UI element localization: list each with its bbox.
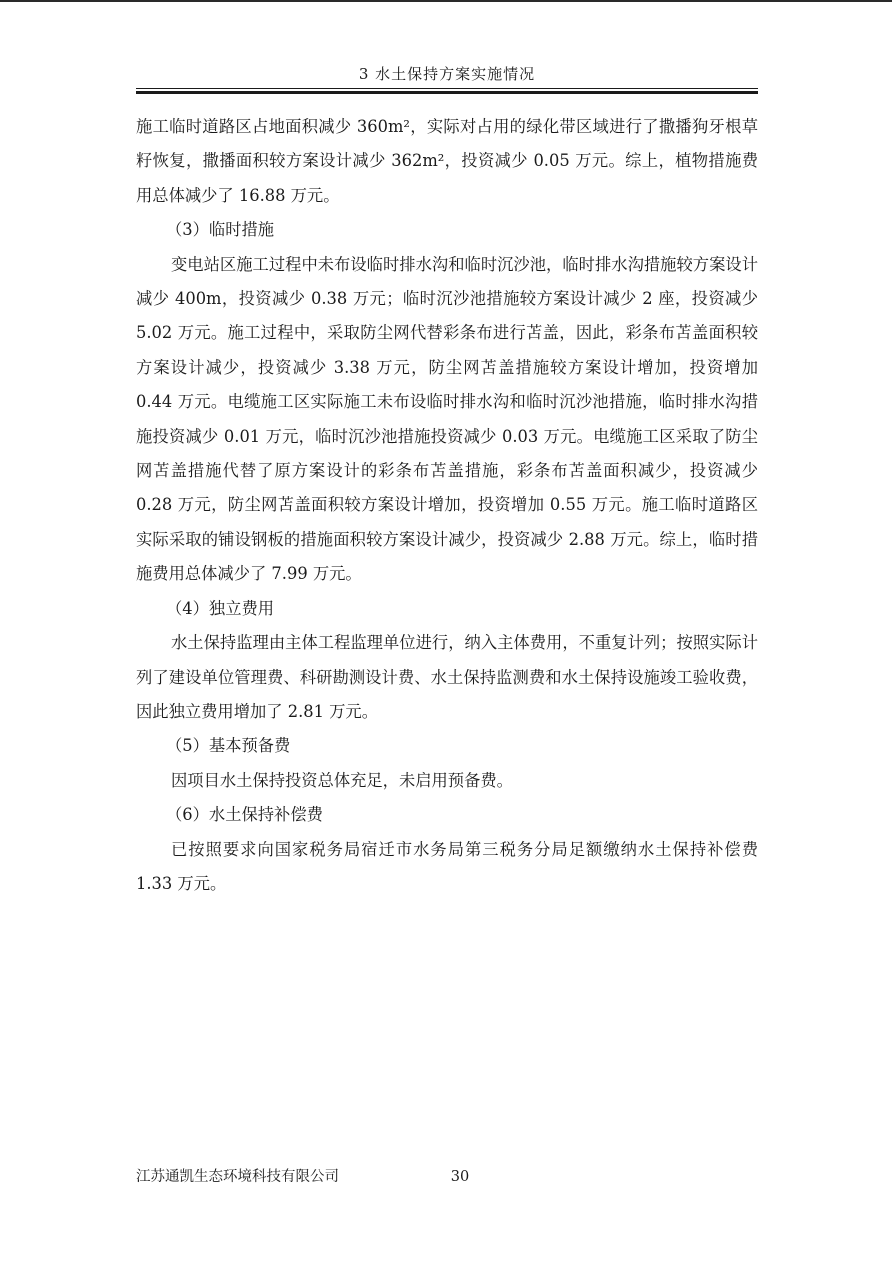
heading-temporary-measures: （3）临时措施: [166, 220, 275, 240]
header-rule-thick: [136, 91, 758, 94]
footer-company-name: 江苏通凯生态环境科技有限公司: [136, 1169, 339, 1185]
paragraph-plant-measures-cont: 施工临时道路区占地面积减少 360m²，实际对占用的绿化带区域进行了撒播狗牙根草籽恢复，撒播面积较方案设计减少 362m²，投资减少 0.05 万元。综上，植物措施费用总体减少了 16.88 万元。: [136, 117, 758, 205]
footer-page-number: 30: [450, 1169, 470, 1185]
heading-basic-reserve: （5）基本预备费: [166, 736, 291, 756]
paragraph-independent-costs: 水土保持监理由主体工程监理单位进行，纳入主体费用，不重复计列；按照实际计列了建设单位管理费、科研勘测设计费、水土保持监测费和水土保持设施竣工验收费，因此独立费用增加了 2.81 万元。: [136, 633, 758, 721]
paragraph-basic-reserve: 因项目水土保持投资总体充足，未启用预备费。: [171, 770, 513, 790]
page-top-edge: [0, 0, 892, 2]
running-header-title: 3 水土保持方案实施情况: [358, 65, 536, 83]
body-content: [136, 110, 758, 901]
paragraph-compensation-fee: 已按照要求向国家税务局宿迁市水务局第三税务分局足额缴纳水土保持补偿费 1.33 万元。: [136, 839, 758, 893]
heading-independent-costs: （4）独立费用: [166, 598, 275, 618]
heading-compensation-fee: （6）水土保持补偿费: [166, 805, 323, 825]
paragraph-temporary-measures: 变电站区施工过程中未布设临时排水沟和临时沉沙池，临时排水沟措施较方案设计减少 400m，投资减少 0.38 万元；临时沉沙池措施较方案设计减少 2 座，投资减少 5.02 万元。施工过程中，采取防尘网代替彩条布进行苫盖，因此，彩条布苫盖面积较方案设计减少，投资减少 3.38 万元，防尘网苫盖措施较方案设计增加，投资增加 0.44 万元。电缆施工区实际施工未布设临时排水沟和临时沉沙池措施，临时排水沟措施投资减少 0.01 万元，临时沉沙池措施投资减少 0.03 万元。电缆施工区采取了防尘网苫盖措施代替了原方案设计的彩条布苫盖措施，彩条布苫盖面积减少，投资减少 0.28 万元，防尘网苫盖面积较方案设计增加，投资增加 0.55 万元。施工临时道路区实际采取的铺设钢板的措施面积较方案设计减少，投资减少 2.88 万元。综上，临时措施费用总体减少了 7.99 万元。: [136, 254, 758, 584]
header-rule-thin: [136, 88, 758, 89]
